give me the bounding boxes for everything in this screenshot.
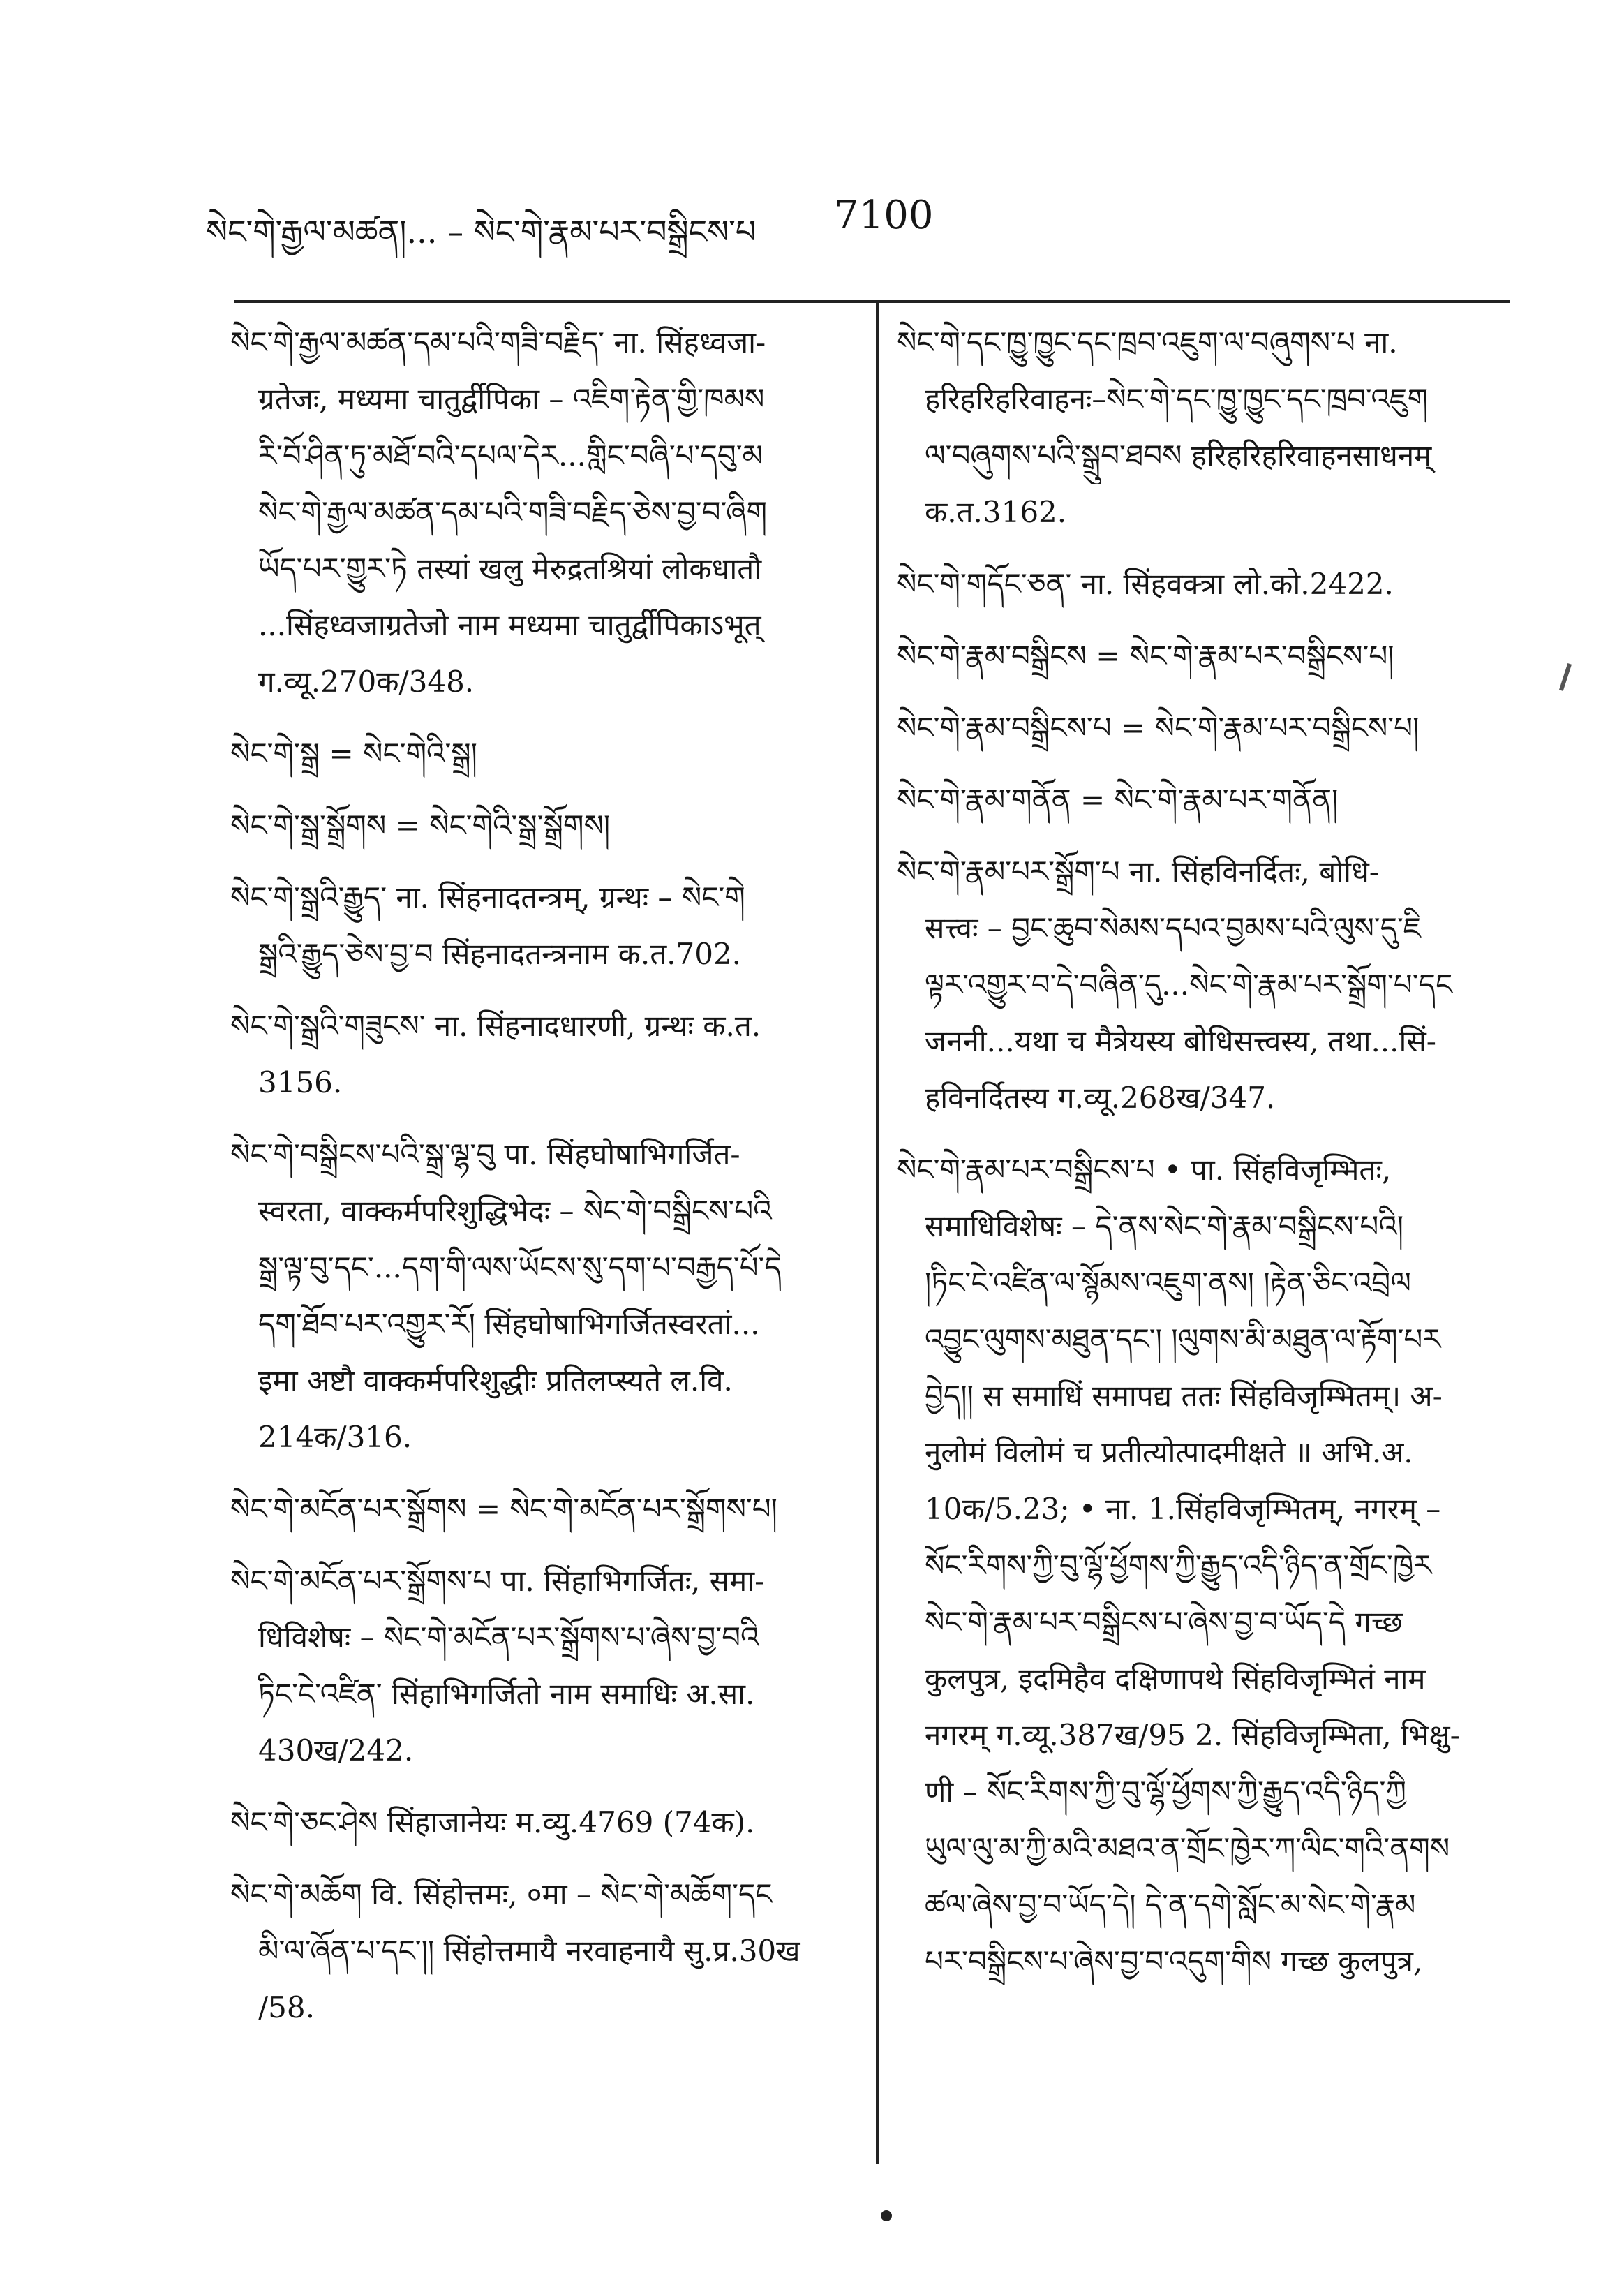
entry-line: འབྱུང་ལུགས་མཐུན་དང་། །ལུགས་མི་མཐུན་ལ་རྟོག་པར	[925, 1322, 1441, 1356]
entry-line: क.त.3162.	[925, 495, 1067, 529]
entry-line: སེང་གེ་རྣམ་པར་བསྒྲིངས་པ་ཞེས་བྱ་བ་ཡོད་དེ गच्छ	[925, 1605, 1403, 1639]
entry-line: ཏིང་ངེ་འཛིན་ सिंहाभिगर्जितो नाम समाधिः अ.सा.	[258, 1677, 755, 1711]
dictionary-entry	[230, 1794, 855, 1851]
entry-headline: སེང་གེ་མཆོག वि. सिंहोत्तमः, ०मा – སེང་གེ་མཆོག་དང	[230, 1877, 773, 1911]
entry-line: जननी...यथा च मैत्रेयस्य बोधिसत्त्वस्य, तथा...सिं-	[925, 1024, 1436, 1058]
entry-headline: སེང་གེ་རྣམ་གནོན = སེང་གེ་རྣམ་པར་གནོན།	[897, 783, 1339, 817]
entry-line: हरिहरिहरिवाहनः–སེང་གེ་དང་ཁྱུ་ཁྱུང་དང་ཁྲབ་འཇུག	[925, 382, 1429, 416]
entry-line: 430ख/242.	[258, 1733, 414, 1768]
entry-headline: སེང་གེ་རྣམ་བསྒྲིངས = སེང་གེ་རྣམ་པར་བསྒྲིངས་པ།	[897, 639, 1394, 673]
entry-line: णी – སོང་རིགས་ཀྱི་བུ་ལྷོ་ཕྱོགས་ཀྱི་རྒྱུད་འདི་ཉིད་ཀྱི	[925, 1775, 1406, 1809]
entry-line: སེང་གེ་རྒྱལ་མཚན་དམ་པའི་གཟི་བརྗིད་ཅེས་བྱ་བ་ཞིག	[258, 495, 768, 529]
dictionary-entry	[897, 1141, 1511, 1990]
page-number: 7100	[834, 193, 934, 238]
entry-line: ཚལ་ཞེས་བྱ་བ་ཡོད་དེ། དེ་ན་དགེ་སློང་མ་སེང་གེ་རྣམ	[925, 1888, 1416, 1922]
entry-headline: སེང་གེ་སྒྲ = སེང་གེའི་སྒྲ།	[230, 736, 477, 771]
entry-line: सत्त्वः – བྱང་ཆུབ་སེམས་དཔའ་བྱམས་པའི་ལུས་དུ་ཇི	[925, 911, 1422, 945]
entry-headline: སེང་གེ་བསྒྲིངས་པའི་སྒྲ་ལྷ་བུ पा. सिंहघोषाभिगर्जित-	[230, 1137, 740, 1171]
entry-line: པར་བསྒྲིངས་པ་ཞེས་བྱ་བ་འདུག་གིས गच्छ कुलपुत्र,	[925, 1944, 1423, 1978]
entry-line: ग्रतेजः, मध्यमा चातुर्द्वीपिका – འཇིག་རྟེན་གྱི་ཁམས	[258, 382, 765, 416]
entry-line: བྱེད།། स समाधिं समापद्य ततः सिंहविजृम्भितम्। अ-	[925, 1379, 1443, 1413]
footer-bullet	[881, 2210, 892, 2221]
dictionary-entry	[230, 314, 855, 710]
entry-line: སྒྲ་ལྟ་བུ་དང་...དག་གི་ལས་ཡོངས་སུ་དག་པ་བརྒྱད་པོ་དེ	[258, 1250, 782, 1284]
dictionary-entry	[897, 843, 1511, 1126]
entry-line: इमा अष्टौ वाक्कर्मपरिशुद्धीः प्रतिलप्स्यते ल.वि.	[258, 1363, 733, 1398]
entry-line: 10क/5.23; • ना. 1.सिंहविजृम्भितम्, नगरम् –	[925, 1492, 1441, 1526]
entry-headline: སེང་གེ་དང་ཁྱུ་ཁྱུང་དང་ཁྲབ་འཇུག་ལ་བཞུགས་པ ना.	[897, 325, 1398, 360]
dictionary-entry	[897, 628, 1511, 684]
entry-line: ལྟར་འགྱུར་བ་དེ་བཞིན་དུ...སེང་གེ་རྣམ་པར་སྒྲོག་པ་དང	[925, 968, 1453, 1002]
entry-headline: སེང་གེ་སྒྲའི་གཟུངས་ ना. सिंहनादधारणी, ग्रन्थः क.त.	[230, 1009, 761, 1043]
entry-line: कुलपुत्र, इदमिहैव दक्षिणापथे सिंहविजृम्भितं नाम	[925, 1661, 1426, 1696]
page-header	[0, 188, 1624, 251]
header-divider	[234, 300, 1510, 303]
dictionary-entry	[230, 797, 855, 854]
entry-line: 3156.	[258, 1065, 343, 1099]
dictionary-entry	[897, 771, 1511, 828]
entry-line: समाधिविशेषः – དེ་ནས་སེང་གེ་རྣམ་བསྒྲིངས་པའི།	[925, 1209, 1404, 1243]
right-column	[897, 314, 1511, 2005]
entry-line: ...सिंहध्वजाग्रतेजो नाम मध्यमा चातुर्द्वीपिकाऽभूत्	[258, 608, 761, 642]
entry-line: །ཏིང་ངེ་འཛིན་ལ་སྙོམས་འཇུག་ནས། །རྟེན་ཅིང་འབྲེལ	[925, 1266, 1411, 1300]
dictionary-entry	[897, 556, 1511, 612]
entry-line: 214क/316.	[258, 1420, 412, 1454]
entry-headline: སེང་གེ་མངོན་པར་སྒྲོགས་པ पा. सिंहाभिगर्जितः, समा-	[230, 1564, 765, 1598]
entry-line: རི་བོ་ཤིན་ཏུ་མཐོ་བའི་དཔལ་དེར...གླིང་བཞི་པ་དབུ་མ	[258, 438, 763, 473]
entry-line: ལ་བཞུགས་པའི་སྒྲུབ་ཐབས हरिहरिहरिवाहनसाधनम्	[925, 438, 1432, 473]
margin-mark	[1559, 663, 1572, 691]
entry-line: ग.व्यू.270क/348.	[258, 665, 475, 699]
dictionary-entry	[230, 1481, 855, 1537]
entry-headline: སེང་གེ་རྒྱལ་མཚན་དམ་པའི་གཟི་བརྗིད་ ना. सिंहध्वजा-	[230, 325, 766, 360]
entry-line: हविनर्दितस्य ग.व्यू.268ख/347.	[925, 1081, 1276, 1115]
entry-line: དག་ཐོབ་པར་འགྱུར་རོ། सिंहघोषाभिगर्जितस्वरतां...	[258, 1307, 760, 1341]
dictionary-entry	[897, 314, 1511, 540]
dictionary-entry	[230, 725, 855, 782]
entry-line: नुलोमं विलोमं च प्रतीत्योत्पादमीक्षते ॥ अभि.अ.	[925, 1435, 1413, 1469]
dictionary-entry	[230, 1866, 855, 2036]
entry-headline: སེང་གེ་ཅང་ཤེས सिंहाजानेयः म.व्यु.4769 (74क).	[230, 1805, 755, 1839]
dictionary-entry	[230, 869, 855, 982]
entry-line: स्वरता, वाक्कर्मपरिशुद्धिभेदः – སེང་གེ་བསྒྲིངས་པའི	[258, 1194, 772, 1228]
left-column	[230, 314, 855, 2051]
entry-line: धिविशेषः – སེང་གེ་མངོན་པར་སྒྲོགས་པ་ཞེས་བྱ་བའི	[258, 1620, 759, 1654]
entry-headline: སེང་གེ་མངོན་པར་སྒྲོགས = སེང་གེ་མངོན་པར་སྒྲོགས་པ།	[230, 1492, 777, 1526]
entry-line: སྒྲའི་རྒྱུད་ཅེས་བྱ་བ सिंहनादतन्त्रनाम क.त.702.	[258, 937, 742, 971]
entry-line: नगरम् ग.व्यू.387ख/95 2. सिंहविजृम्भिता, भिक्षु-	[925, 1718, 1460, 1752]
entry-headline: སེང་གེ་གདོང་ཅན་ ना. सिंहवक्त्रा लो.को.2422.	[897, 567, 1394, 601]
entry-headline: སེང་གེ་སྒྲའི་རྒྱུད་ ना. सिंहनादतन्त्रम्, ग्रन्थः – སེང་གེ	[230, 880, 745, 914]
column-divider	[876, 300, 879, 2164]
entry-headline: སེང་གེ་རྣམ་བསྒྲིངས་པ = སེང་གེ་རྣམ་པར་བསྒྲིངས་པ།	[897, 711, 1420, 745]
entry-line: སོང་རིགས་ཀྱི་བུ་ལྷོ་ཕྱོགས་ཀྱི་རྒྱུད་འདི་ཉིད་ན་གྲོང་ཁྱེར	[925, 1548, 1432, 1583]
guide-words: སེང་གེ་རྒྱལ་མཚན།... – སེང་གེ་རྣམ་པར་བསྒྲིངས་པ	[206, 213, 757, 251]
entry-headline: སེང་གེ་རྣམ་པར་སྒྲོག་པ ना. सिंहविनर्दितः, बोधि-	[897, 854, 1379, 889]
entry-line: /58.	[258, 1990, 315, 2024]
dictionary-entry	[897, 699, 1511, 756]
entry-line: ཡུལ་ལུ་མ་ཀྱི་མའི་མཐའ་ན་གྲོང་ཁྱེར་ཀ་ལིང་གའི་ནགས	[925, 1831, 1450, 1865]
entry-line: མི་ལ་ཞོན་པ་དང་།། सिंहोत्तमायै नरवाहनायै सु.प्र.30ख	[258, 1934, 800, 1968]
entry-headline: སེང་གེ་རྣམ་པར་བསྒྲིངས་པ • पा. सिंहविजृम्भितः,	[897, 1153, 1392, 1187]
dictionary-entry	[230, 1126, 855, 1465]
entry-headline: སེང་གེ་སྒྲ་སྒྲོགས = སེང་གེའི་སྒྲ་སྒྲོགས།	[230, 808, 611, 843]
dictionary-entry	[230, 998, 855, 1111]
entry-line: ཡོད་པར་གྱུར་ཏེ तस्यां खलु मेरुद्रतश्रियां लोकधातौ	[258, 551, 762, 586]
dictionary-entry	[230, 1553, 855, 1779]
